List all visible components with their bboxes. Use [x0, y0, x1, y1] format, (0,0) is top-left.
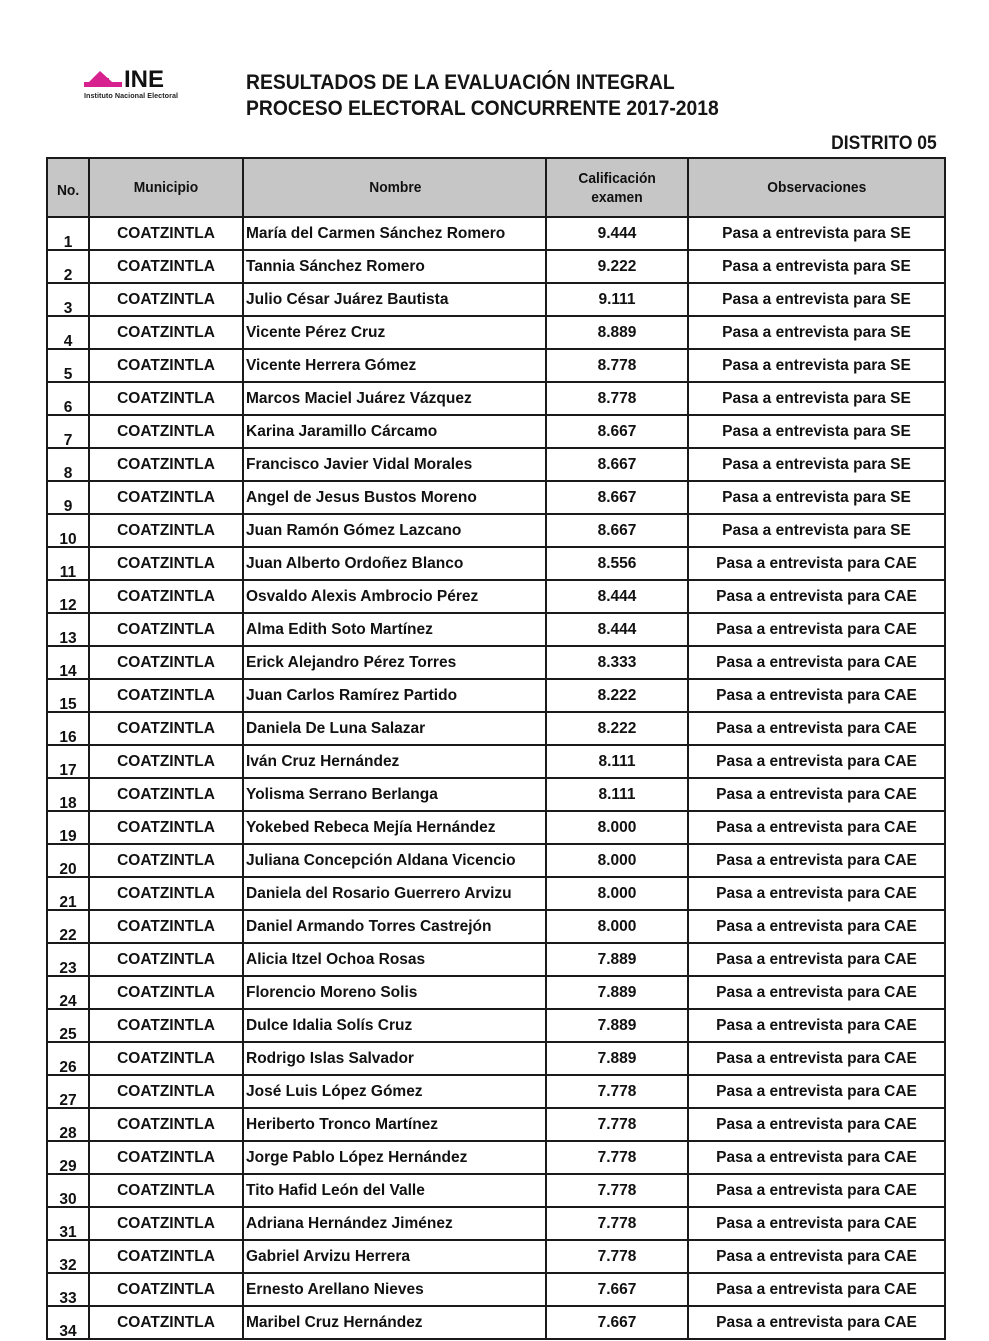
table-row [47, 217, 945, 250]
cell-observaciones: Pasa a entrevista para SE [688, 382, 945, 415]
cell-nombre: Francisco Javier Vidal Morales [243, 448, 546, 481]
table-row [47, 910, 945, 943]
cell-calificacion: 7.889 [546, 943, 688, 976]
logo-subtitle: Instituto Nacional Electoral [84, 91, 179, 100]
cell-no: 34 [47, 1306, 89, 1339]
cell-no: 33 [47, 1273, 89, 1306]
cell-no: 2 [47, 250, 89, 283]
cell-observaciones: Pasa a entrevista para CAE [688, 613, 945, 646]
cell-nombre: Juan Alberto Ordoñez Blanco [243, 547, 546, 580]
cell-nombre: Rodrigo Islas Salvador [243, 1042, 546, 1075]
table-row [47, 877, 945, 910]
table-row [47, 1207, 945, 1240]
cell-nombre: Julio César Juárez Bautista [243, 283, 546, 316]
cell-nombre: Yokebed Rebeca Mejía Hernández [243, 811, 546, 844]
table-row [47, 646, 945, 679]
cell-nombre: Marcos Maciel Juárez Vázquez [243, 382, 546, 415]
cell-no: 7 [47, 415, 89, 448]
cell-no: 4 [47, 316, 89, 349]
cell-nombre: Tannia Sánchez Romero [243, 250, 546, 283]
cell-observaciones: Pasa a entrevista para CAE [688, 712, 945, 745]
cell-no: 25 [47, 1009, 89, 1042]
cell-no: 5 [47, 349, 89, 382]
district-label: DISTRITO 05 [831, 133, 937, 154]
cell-calificacion: 8.667 [546, 415, 688, 448]
cell-no: 13 [47, 613, 89, 646]
cell-calificacion: 8.000 [546, 844, 688, 877]
cell-no: 20 [47, 844, 89, 877]
cell-municipio: COATZINTLA [89, 448, 243, 481]
cell-observaciones: Pasa a entrevista para CAE [688, 1009, 945, 1042]
cell-no: 23 [47, 943, 89, 976]
table-row [47, 349, 945, 382]
cell-calificacion: 8.778 [546, 349, 688, 382]
cell-municipio: COATZINTLA [89, 217, 243, 250]
cell-municipio: COATZINTLA [89, 613, 243, 646]
cell-calificacion: 8.111 [546, 745, 688, 778]
cell-nombre: Iván Cruz Hernández [243, 745, 546, 778]
cell-observaciones: Pasa a entrevista para CAE [688, 910, 945, 943]
cell-no: 6 [47, 382, 89, 415]
cell-observaciones: Pasa a entrevista para SE [688, 250, 945, 283]
title-line-1: RESULTADOS DE LA EVALUACIÓN INTEGRAL [246, 71, 675, 94]
cell-calificacion: 8.556 [546, 547, 688, 580]
cell-nombre: Daniel Armando Torres Castrejón [243, 910, 546, 943]
cell-municipio: COATZINTLA [89, 1207, 243, 1240]
cell-observaciones: Pasa a entrevista para SE [688, 514, 945, 547]
cell-observaciones: Pasa a entrevista para SE [688, 283, 945, 316]
cell-observaciones: Pasa a entrevista para CAE [688, 547, 945, 580]
column-header-observaciones: Observaciones [688, 158, 945, 217]
cell-observaciones: Pasa a entrevista para CAE [688, 1240, 945, 1273]
cell-no: 30 [47, 1174, 89, 1207]
table-row [47, 1240, 945, 1273]
cell-municipio: COATZINTLA [89, 1141, 243, 1174]
cell-observaciones: Pasa a entrevista para SE [688, 316, 945, 349]
cell-no: 32 [47, 1240, 89, 1273]
table-row [47, 811, 945, 844]
column-header-nombre: Nombre [243, 158, 546, 217]
cell-observaciones: Pasa a entrevista para CAE [688, 745, 945, 778]
table-row [47, 778, 945, 811]
table-row [47, 1108, 945, 1141]
cell-calificacion: 9.111 [546, 283, 688, 316]
cell-municipio: COATZINTLA [89, 1273, 243, 1306]
cell-calificacion: 8.444 [546, 613, 688, 646]
cell-calificacion: 8.889 [546, 316, 688, 349]
cell-no: 27 [47, 1075, 89, 1108]
cell-municipio: COATZINTLA [89, 547, 243, 580]
cell-no: 22 [47, 910, 89, 943]
cell-no: 8 [47, 448, 89, 481]
table-row [47, 283, 945, 316]
table-row [47, 448, 945, 481]
cell-calificacion: 8.778 [546, 382, 688, 415]
cell-municipio: COATZINTLA [89, 679, 243, 712]
cell-calificacion: 8.444 [546, 580, 688, 613]
results-table [46, 157, 946, 1340]
cell-observaciones: Pasa a entrevista para CAE [688, 877, 945, 910]
cell-nombre: Ernesto Arellano Nieves [243, 1273, 546, 1306]
cell-observaciones: Pasa a entrevista para CAE [688, 679, 945, 712]
table-row [47, 1306, 945, 1339]
cell-observaciones: Pasa a entrevista para CAE [688, 580, 945, 613]
cell-nombre: Angel de Jesus Bustos Moreno [243, 481, 546, 514]
cell-observaciones: Pasa a entrevista para CAE [688, 1141, 945, 1174]
cell-nombre: Alma Edith Soto Martínez [243, 613, 546, 646]
table-row [47, 613, 945, 646]
cell-nombre: Dulce Idalia Solís Cruz [243, 1009, 546, 1042]
cell-calificacion: 7.889 [546, 1009, 688, 1042]
cell-no: 21 [47, 877, 89, 910]
table-row [47, 547, 945, 580]
cell-observaciones: Pasa a entrevista para SE [688, 217, 945, 250]
cell-nombre: Heriberto Tronco Martínez [243, 1108, 546, 1141]
ine-logo [84, 66, 214, 106]
cell-municipio: COATZINTLA [89, 481, 243, 514]
cell-observaciones: Pasa a entrevista para CAE [688, 778, 945, 811]
cell-calificacion: 7.889 [546, 1042, 688, 1075]
cell-calificacion: 7.778 [546, 1174, 688, 1207]
cell-municipio: COATZINTLA [89, 1075, 243, 1108]
cell-calificacion: 7.778 [546, 1207, 688, 1240]
cell-no: 24 [47, 976, 89, 1009]
cell-nombre: María del Carmen Sánchez Romero [243, 217, 546, 250]
cell-nombre: Karina Jaramillo Cárcamo [243, 415, 546, 448]
table-row [47, 580, 945, 613]
cell-calificacion: 9.444 [546, 217, 688, 250]
cell-calificacion: 7.778 [546, 1075, 688, 1108]
cell-observaciones: Pasa a entrevista para SE [688, 481, 945, 514]
cell-municipio: COATZINTLA [89, 580, 243, 613]
table-row [47, 1009, 945, 1042]
table-row [47, 1075, 945, 1108]
cell-observaciones: Pasa a entrevista para CAE [688, 811, 945, 844]
title-line-2: PROCESO ELECTORAL CONCURRENTE 2017-2018 [246, 97, 719, 120]
cell-municipio: COATZINTLA [89, 1009, 243, 1042]
table-row [47, 745, 945, 778]
cell-observaciones: Pasa a entrevista para CAE [688, 1042, 945, 1075]
cell-calificacion: 8.000 [546, 811, 688, 844]
cell-no: 11 [47, 547, 89, 580]
cell-municipio: COATZINTLA [89, 712, 243, 745]
cell-nombre: Juliana Concepción Aldana Vicencio [243, 844, 546, 877]
cell-municipio: COATZINTLA [89, 382, 243, 415]
table-row [47, 976, 945, 1009]
column-header-calificacion: Calificación examen [546, 158, 688, 217]
cell-municipio: COATZINTLA [89, 910, 243, 943]
cell-no: 1 [47, 217, 89, 250]
cell-calificacion: 8.111 [546, 778, 688, 811]
cell-municipio: COATZINTLA [89, 1042, 243, 1075]
cell-observaciones: Pasa a entrevista para CAE [688, 1306, 945, 1339]
cell-nombre: Osvaldo Alexis Ambrocio Pérez [243, 580, 546, 613]
cell-municipio: COATZINTLA [89, 1306, 243, 1339]
table-row [47, 481, 945, 514]
cell-observaciones: Pasa a entrevista para CAE [688, 1174, 945, 1207]
cell-municipio: COATZINTLA [89, 811, 243, 844]
column-header-no: No. [47, 158, 89, 217]
cell-no: 17 [47, 745, 89, 778]
column-header-municipio: Municipio [89, 158, 243, 217]
table-row [47, 844, 945, 877]
cell-nombre: Juan Carlos Ramírez Partido [243, 679, 546, 712]
cell-nombre: Maribel Cruz Hernández [243, 1306, 546, 1339]
cell-municipio: COATZINTLA [89, 283, 243, 316]
cell-calificacion: 7.667 [546, 1306, 688, 1339]
cell-nombre: Erick Alejandro Pérez Torres [243, 646, 546, 679]
cell-no: 15 [47, 679, 89, 712]
cell-municipio: COATZINTLA [89, 646, 243, 679]
table-header-row [47, 158, 945, 217]
table-row [47, 1273, 945, 1306]
cell-calificacion: 8.000 [546, 877, 688, 910]
cell-calificacion: 7.778 [546, 1141, 688, 1174]
ine-ballot-box-icon [84, 66, 214, 92]
cell-calificacion: 8.667 [546, 448, 688, 481]
cell-observaciones: Pasa a entrevista para CAE [688, 646, 945, 679]
table-row [47, 250, 945, 283]
cell-no: 18 [47, 778, 89, 811]
cell-observaciones: Pasa a entrevista para CAE [688, 1273, 945, 1306]
cell-no: 9 [47, 481, 89, 514]
cell-no: 12 [47, 580, 89, 613]
cell-municipio: COATZINTLA [89, 349, 243, 382]
cell-nombre: Yolisma Serrano Berlanga [243, 778, 546, 811]
table-row [47, 712, 945, 745]
cell-municipio: COATZINTLA [89, 415, 243, 448]
cell-observaciones: Pasa a entrevista para CAE [688, 1108, 945, 1141]
cell-municipio: COATZINTLA [89, 745, 243, 778]
cell-no: 29 [47, 1141, 89, 1174]
cell-calificacion: 8.000 [546, 910, 688, 943]
table-row [47, 415, 945, 448]
cell-no: 19 [47, 811, 89, 844]
cell-municipio: COATZINTLA [89, 877, 243, 910]
cell-nombre: Gabriel Arvizu Herrera [243, 1240, 546, 1273]
cell-municipio: COATZINTLA [89, 316, 243, 349]
cell-no: 16 [47, 712, 89, 745]
cell-nombre: Daniela del Rosario Guerrero Arvizu [243, 877, 546, 910]
cell-calificacion: 8.667 [546, 514, 688, 547]
cell-nombre: Vicente Herrera Gómez [243, 349, 546, 382]
table-row [47, 943, 945, 976]
cell-nombre: José Luis López Gómez [243, 1075, 546, 1108]
table-row [47, 316, 945, 349]
cell-no: 10 [47, 514, 89, 547]
cell-municipio: COATZINTLA [89, 976, 243, 1009]
table-row [47, 1042, 945, 1075]
table-row [47, 1174, 945, 1207]
cell-no: 31 [47, 1207, 89, 1240]
cell-observaciones: Pasa a entrevista para CAE [688, 1075, 945, 1108]
cell-no: 3 [47, 283, 89, 316]
table-row [47, 514, 945, 547]
cell-municipio: COATZINTLA [89, 844, 243, 877]
cell-nombre: Florencio Moreno Solis [243, 976, 546, 1009]
cell-calificacion: 9.222 [546, 250, 688, 283]
cell-observaciones: Pasa a entrevista para SE [688, 448, 945, 481]
cell-observaciones: Pasa a entrevista para SE [688, 415, 945, 448]
cell-observaciones: Pasa a entrevista para CAE [688, 976, 945, 1009]
cell-municipio: COATZINTLA [89, 943, 243, 976]
cell-observaciones: Pasa a entrevista para CAE [688, 1207, 945, 1240]
cell-calificacion: 8.667 [546, 481, 688, 514]
cell-observaciones: Pasa a entrevista para CAE [688, 943, 945, 976]
cell-municipio: COATZINTLA [89, 1174, 243, 1207]
cell-nombre: Adriana Hernández Jiménez [243, 1207, 546, 1240]
cell-nombre: Daniela De Luna Salazar [243, 712, 546, 745]
cell-calificacion: 7.889 [546, 976, 688, 1009]
cell-municipio: COATZINTLA [89, 1108, 243, 1141]
cell-municipio: COATZINTLA [89, 778, 243, 811]
cell-nombre: Jorge Pablo López Hernández [243, 1141, 546, 1174]
cell-nombre: Vicente Pérez Cruz [243, 316, 546, 349]
document-title [246, 70, 719, 122]
cell-calificacion: 7.778 [546, 1108, 688, 1141]
cell-calificacion: 8.222 [546, 679, 688, 712]
cell-observaciones: Pasa a entrevista para SE [688, 349, 945, 382]
cell-calificacion: 7.667 [546, 1273, 688, 1306]
cell-municipio: COATZINTLA [89, 514, 243, 547]
svg-text:INE: INE [124, 66, 165, 92]
cell-no: 28 [47, 1108, 89, 1141]
table-row [47, 1141, 945, 1174]
cell-nombre: Tito Hafid León del Valle [243, 1174, 546, 1207]
cell-observaciones: Pasa a entrevista para CAE [688, 844, 945, 877]
cell-nombre: Alicia Itzel Ochoa Rosas [243, 943, 546, 976]
cell-municipio: COATZINTLA [89, 1240, 243, 1273]
cell-no: 26 [47, 1042, 89, 1075]
cell-calificacion: 7.778 [546, 1240, 688, 1273]
table-row [47, 382, 945, 415]
cell-nombre: Juan Ramón Gómez Lazcano [243, 514, 546, 547]
cell-calificacion: 8.333 [546, 646, 688, 679]
cell-no: 14 [47, 646, 89, 679]
table-row [47, 679, 945, 712]
cell-calificacion: 8.222 [546, 712, 688, 745]
cell-municipio: COATZINTLA [89, 250, 243, 283]
